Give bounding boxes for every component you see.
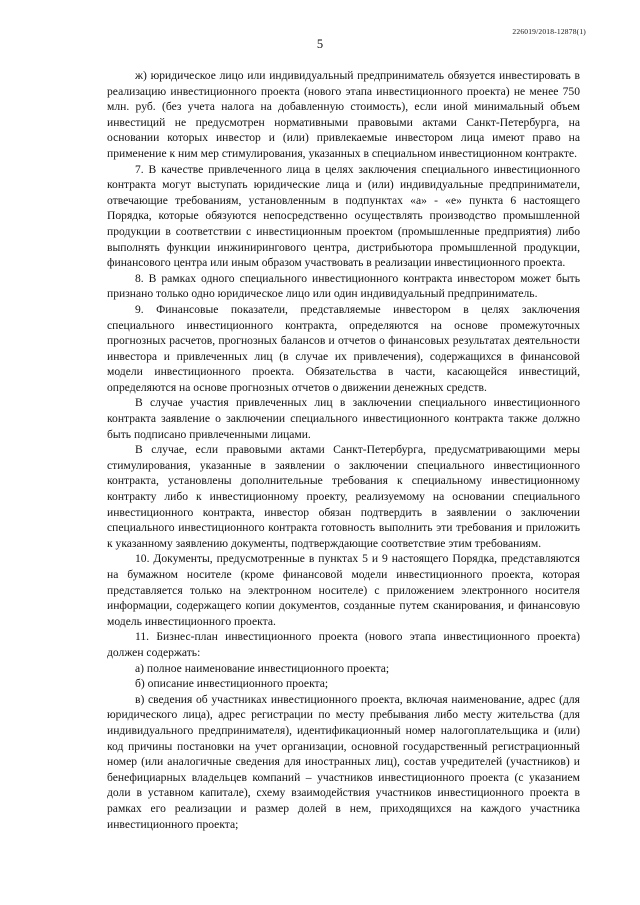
paragraph-9-attracted-persons: В случае участия привлеченных лиц в заключении специального инвестиционного контракта заявление о заключении специального инвестиционного контракта также должно быть подписано привлеченными лицами. xyxy=(107,396,580,441)
paragraph-9-additional-requirements: В случае, если правовыми актами Санкт-Петербурга, предусматривающими меры стимулирования, указанные в заявлении о заключении специального инвестиционного контракта, установлены дополнительные требования к специальному инвестиционному контракту либо к инвестиционному проекту, реализуемому на основании специального инвестиционного контракта, инвестор обязан подтвердить в заявлении о заключении специального инвестиционного контракта готовность выполнить эти требования и приложить к указанному заявлению документы, подтверждающие соответствие этим требованиям. xyxy=(107,443,580,550)
document-body xyxy=(107,68,580,832)
list-item-v: в) сведения об участниках инвестиционного проекта, включая наименование, адрес (для юридического лица), адрес регистрации по месту пребывания либо месту жительства (для индивидуального предпринимателя), идентификационный номер налогоплательщика и (или) код причины постановки на учет организации, основной государственный регистрационный номер (или аналогичные сведения для иностранных лиц), состав учредителей (участников) и бенефициарных владельцев компаний – участников инвестиционного проекта (с указанием доли в уставном капитале), схему взаимодействия участников инвестиционного проекта в рамках его реализации и размер долей в нем, приходящихся на каждого участника инвестиционного проекта; xyxy=(107,692,580,831)
paragraph-11: 11. Бизнес-план инвестиционного проекта (нового этапа инвестиционного проекта) должен содержать: xyxy=(107,630,580,659)
paragraph-subitem-zh: ж) юридическое лицо или индивидуальный предприниматель обязуется инвестировать в реализацию инвестиционного проекта (нового этапа инвестиционного проекта) не менее 750 млн. руб. (без учета налога на добавленную стоимость), если иной минимальный объем инвестиций не предусмотрен нормативными правовыми актами Санкт-Петербурга, на основании которых инвестор и (или) привлекаемые инвестором лица имеют право на применение к ним мер стимулирования, указанных в специальном инвестиционном контракте. xyxy=(107,69,580,160)
list-item-b: б) описание инвестиционного проекта; xyxy=(135,677,329,691)
paragraph-8: 8. В рамках одного специального инвестиционного контракта инвестором может быть признано только одно юридическое лицо или один индивидуальный предприниматель. xyxy=(107,271,580,301)
document-number: 226019/2018-12878(1) xyxy=(512,27,586,36)
paragraph-7: 7. В качестве привлеченного лица в целях заключения специального инвестиционного контракта могут выступать юридические лица и (или) индивидуальные предприниматели, отвечающие требованиям, установленным в подпунктах «а» - «е» пункта 6 настоящего Порядка, которые обязуются непосредственно осуществлять производство промышленной продукции в соответствии с инвестиционным проектом (промышленные предприятия) либо выполнять функции инжинирингового центра, дистрибьютора промышленной продукции, финансового центра или иным образом участвовать в реализации инвестиционного проекта. xyxy=(107,162,580,270)
page-number: 5 xyxy=(316,37,324,51)
paragraph-10: 10. Документы, предусмотренные в пунктах 5 и 9 настоящего Порядка, представляются на бумажном носителе (кроме финансовой модели инвестиционного проекта, которая представляется только на электронном носителе) с приложением электронного носителя информации, содержащего копии документов, созданные путем сканирования, и финансовую модель инвестиционного проекта. xyxy=(107,552,580,628)
paragraph-9: 9. Финансовые показатели, представляемые инвестором в целях заключения специального инвестиционного контракта, определяются на основе промежуточных прогнозных расчетов, прогнозных балансов и отчетов о финансовых результатах деятельности инвестора и привлеченных лиц (в случае их привлечения), содержащихся в финансовой модели инвестиционного проекта. Обязательства в части, касающейся инвестиций, определяются на основе прогнозных отчетов о движении денежных средств. xyxy=(107,302,580,394)
list-item-a: а) полное наименование инвестиционного проекта; xyxy=(135,661,390,675)
